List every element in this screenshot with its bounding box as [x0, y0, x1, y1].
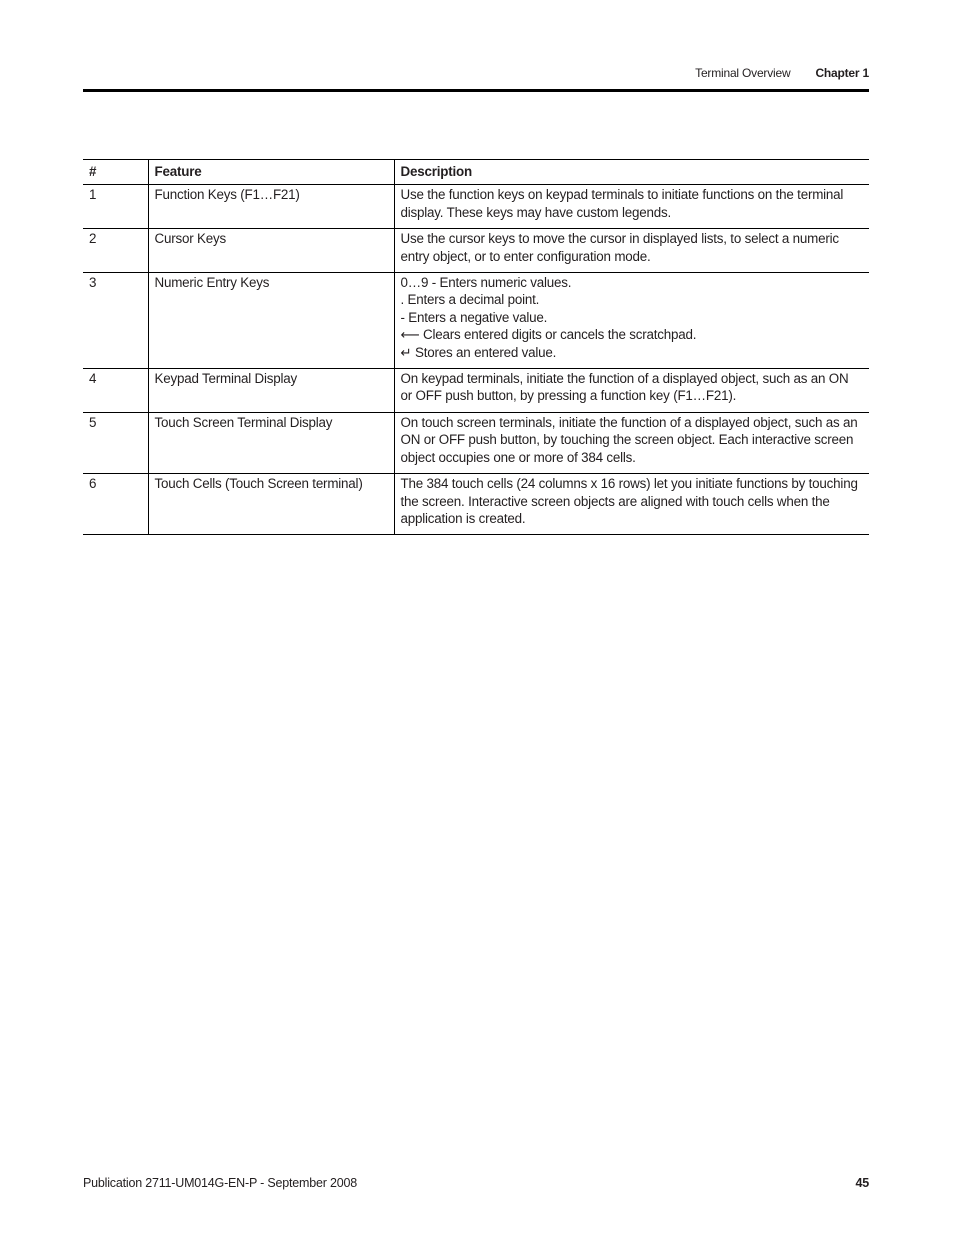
publication-info: Publication 2711-UM014G-EN-P - September 2008: [83, 1176, 358, 1190]
description-line: Use the cursor keys to move the cursor in displayed lists, to select a numeric entry object, or to enter configuration mode.: [400, 231, 839, 264]
column-header-feature: Feature: [148, 160, 394, 185]
description-line: ↵ Stores an entered value.: [400, 344, 557, 360]
row-feature: Touch Screen Terminal Display: [148, 412, 394, 473]
table-row: [83, 273, 869, 369]
row-number: 5: [89, 414, 97, 430]
header-chapter-label: Chapter 1: [815, 66, 869, 80]
description-line: 0…9 - Enters numeric values.: [400, 275, 572, 291]
row-number: 4: [89, 371, 97, 387]
description-line: ⟵ Clears entered digits or cancels the scratchpad.: [400, 327, 697, 343]
row-description: [394, 412, 869, 473]
row-number: 1: [89, 187, 97, 203]
description-line: On touch screen terminals, initiate the function of a displayed object, such as an ON or OFF push button, by touching the screen object. Each interactive screen object occupies one or more of 384 cells.: [400, 414, 858, 465]
row-feature: Keypad Terminal Display: [148, 369, 394, 413]
row-description: [394, 369, 869, 413]
row-number: 6: [89, 476, 97, 492]
row-description: [394, 229, 869, 273]
row-feature: Cursor Keys: [148, 229, 394, 273]
header-rule: [83, 89, 869, 92]
column-header-number: #: [89, 164, 97, 179]
description-line: The 384 touch cells (24 columns x 16 rows) let you initiate functions by touching the screen. Interactive screen objects are aligned with touch cells when the application is created.: [400, 476, 858, 526]
row-feature: Touch Cells (Touch Screen terminal): [148, 474, 394, 535]
row-feature: Numeric Entry Keys: [148, 273, 394, 369]
description-line: . Enters a decimal point.: [400, 292, 540, 308]
row-number: 2: [89, 231, 97, 247]
table-header-row: [83, 160, 869, 185]
description-line: On keypad terminals, initiate the function of a displayed object, such as an ON or OFF push button, by pressing a function key (F1…F21).: [400, 371, 849, 404]
row-description: [394, 273, 869, 369]
header-section-title: Terminal Overview: [695, 66, 791, 80]
column-header-description: Description: [394, 160, 869, 185]
description-line: - Enters a negative value.: [400, 309, 548, 325]
table-row: [83, 229, 869, 273]
table-row: [83, 474, 869, 535]
running-header: [83, 66, 869, 82]
row-number: 3: [89, 275, 97, 291]
row-description: [394, 185, 869, 229]
running-footer: [83, 1176, 869, 1190]
table-row: [83, 185, 869, 229]
table-row: [83, 412, 869, 473]
row-feature: Function Keys (F1…F21): [148, 185, 394, 229]
feature-table: [83, 159, 869, 535]
page-number: 45: [855, 1176, 869, 1190]
row-description: [394, 474, 869, 535]
table-row: [83, 369, 869, 413]
description-line: Use the function keys on keypad terminals to initiate functions on the terminal display. These keys may have custom legends.: [400, 187, 844, 220]
